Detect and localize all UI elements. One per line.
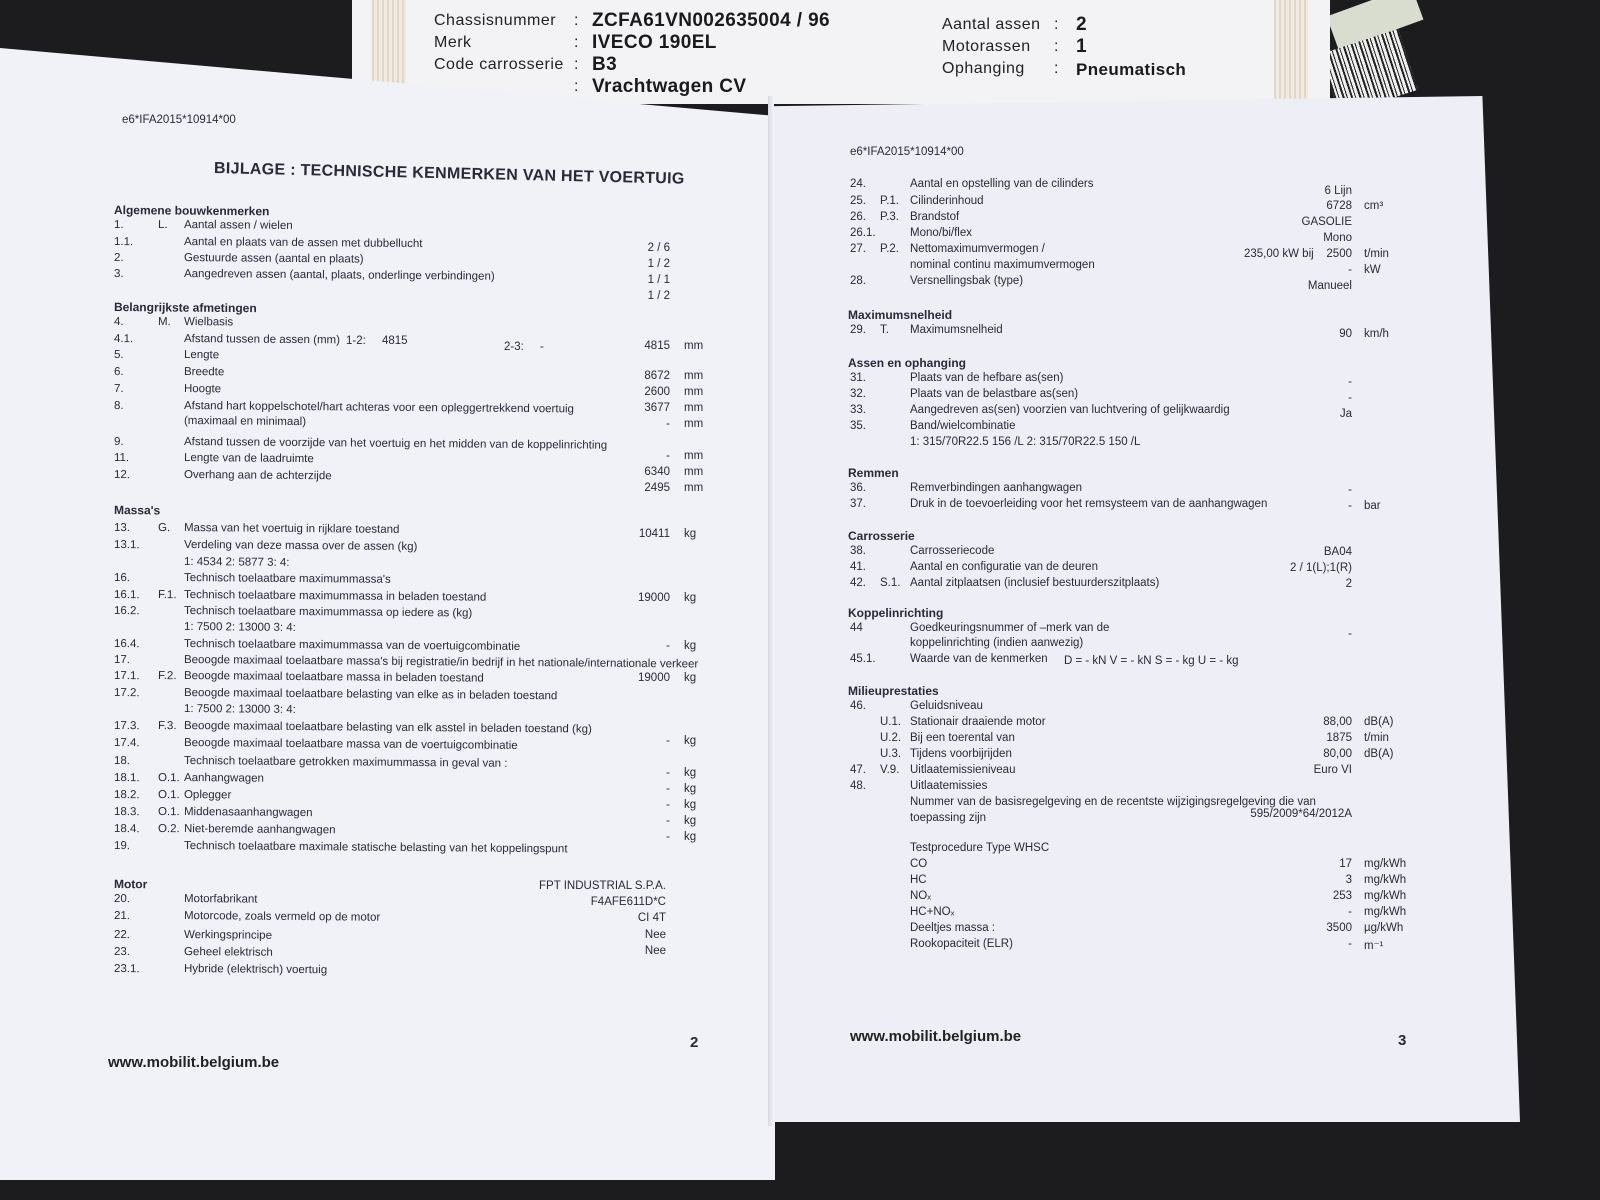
item-label: Motorcode, zoals vermeld op de motor — [183, 910, 381, 924]
item-value: 17 — [1339, 858, 1352, 870]
item-number: 23. — [113, 946, 131, 959]
item-label: Brandstof — [910, 211, 960, 223]
item-value: F4AFE611D*C — [590, 896, 666, 908]
code-carrosserie-label: Code carrosserie — [434, 56, 564, 73]
item-value: Ja — [1339, 408, 1352, 420]
item-unit: mg/kWh — [1364, 874, 1407, 886]
item-value: 253 — [1332, 890, 1352, 902]
item-label: Nettomaximumvermogen / — [910, 243, 1045, 255]
item-label: Breedte — [183, 366, 225, 379]
item-label: Oplegger — [183, 789, 232, 802]
item-value: 6340 — [644, 466, 670, 478]
item-unit: mm — [684, 340, 704, 352]
item-value: 80,00 — [1323, 748, 1352, 760]
item-value: 10411 — [638, 528, 670, 540]
item-label: Maximumsnelheid — [910, 324, 1003, 336]
item-label: HC — [910, 874, 927, 886]
item-code: T. — [880, 324, 889, 336]
separator: : — [1054, 60, 1059, 77]
item-code: M. — [157, 316, 171, 329]
item-value: - — [1348, 938, 1352, 950]
item-number: 38. — [850, 545, 866, 557]
item-code: P.1. — [880, 195, 899, 207]
item-label: Uitlaatemissieniveau — [910, 764, 1016, 776]
motorassen-label: Motorassen — [942, 38, 1031, 55]
item-label: Plaats van de hefbare as(sen) — [910, 372, 1064, 384]
item-number: 46. — [850, 700, 866, 712]
item-code: F.3. — [157, 720, 177, 733]
item-label: Wielbasis — [183, 316, 234, 329]
item-number: 23.1. — [113, 963, 140, 976]
item-code: O.1. — [157, 806, 180, 819]
separator: : — [574, 12, 579, 29]
item-code: O.2. — [157, 823, 180, 836]
item-number: 12. — [113, 469, 131, 482]
item-label: Middenasaanhangwagen — [183, 806, 313, 820]
item-label: Technisch toelaatbare maximummassa's — [183, 572, 391, 586]
item-number: 1. — [113, 219, 124, 232]
item-value: 6 Lijn — [1324, 185, 1352, 197]
item-number: 41. — [850, 561, 866, 573]
item-code: P.2. — [880, 243, 899, 255]
item-number: 21. — [113, 910, 131, 923]
item-label: Gestuurde assen (aantal en plaats) — [183, 252, 364, 266]
item-number: 13.1. — [113, 539, 140, 552]
item-unit: kg — [684, 799, 697, 811]
left-footer-url: www.mobilit.belgium.be — [108, 1054, 280, 1071]
item-label: Band/wielcombinatie — [910, 420, 1016, 432]
ophanging-value: Pneumatisch — [1076, 60, 1187, 79]
item-value: 2500 — [1326, 248, 1352, 260]
item-value: 2 / 1(L);1(R) — [1290, 562, 1352, 574]
item-unit: t/min — [1364, 732, 1389, 744]
page-fold — [768, 96, 774, 1126]
item-value: - — [1348, 500, 1352, 512]
item-value: - — [666, 767, 670, 779]
item-number: 27. — [850, 243, 866, 255]
item-value: GASOLIE — [1301, 216, 1352, 228]
separator: : — [574, 78, 579, 95]
item-number: 18.1. — [113, 772, 140, 785]
item-number: 29. — [850, 324, 866, 336]
item-code: G. — [157, 522, 171, 535]
item-label: 1: 4534 2: 5877 3: 4: — [183, 556, 290, 569]
item-label: Technisch toelaatbare maximale statische belasting van het koppelingspunt — [183, 840, 568, 856]
item-label: (maximaal en minimaal) — [183, 415, 307, 429]
item-value: Nee — [644, 929, 666, 941]
item-value: 3 — [1345, 874, 1352, 886]
section-heading: Carrosserie — [848, 529, 915, 543]
item-value: - — [666, 831, 670, 843]
item-unit: kg — [684, 592, 697, 604]
item-unit: dB(A) — [1364, 748, 1394, 760]
item-number: 8. — [113, 400, 124, 413]
item-label: NOₓ — [910, 890, 932, 902]
item-label: Afstand tussen de voorzijde van het voertuig en het midden van de koppelinrichting — [183, 436, 608, 452]
item-unit: mm — [684, 450, 704, 462]
item-unit: kg — [684, 767, 697, 779]
item-value: BA04 — [1323, 546, 1352, 558]
item-number: 6. — [113, 366, 124, 379]
item-unit: cm³ — [1364, 200, 1384, 212]
item-code: S.1. — [880, 577, 901, 589]
item-label: Aangedreven as(sen) voorzien van luchtvering of gelijkwaardig — [910, 404, 1230, 416]
section-heading: Algemene bouwkenmerken — [113, 203, 270, 219]
item-unit: mm — [684, 370, 704, 382]
item-value: 2495 — [644, 482, 670, 494]
item-value: - — [666, 640, 670, 652]
item-number: 18.4. — [113, 823, 140, 836]
item-label: Technisch toelaatbare maximummassa in beladen toestand — [183, 589, 487, 604]
item-value: - — [666, 735, 670, 747]
item-number: 3. — [113, 268, 124, 281]
item-value: 595/2009*64/2012A — [1250, 808, 1352, 820]
item-number: 25. — [850, 195, 866, 207]
item-value: - — [1348, 484, 1352, 496]
item-value: 1 / 2 — [647, 258, 670, 270]
item-value: 2 — [1345, 578, 1352, 590]
item-label: nominal continu maximumvermogen — [910, 259, 1095, 271]
item-number: 42. — [850, 577, 866, 589]
item-code: V.9. — [880, 764, 900, 776]
item-label: Beoogde maximaal toelaatbare belasting van elke as in beladen toestand — [183, 687, 558, 703]
security-stamp-right — [1274, 0, 1308, 104]
item-value: FPT INDUSTRIAL S.P.A. — [539, 880, 666, 892]
item-number: 18. — [113, 755, 131, 768]
item-label: HC+NOₓ — [910, 906, 955, 918]
item-label: Lengte van de laadruimte — [183, 452, 314, 466]
item-value: 235,00 kW bij — [1244, 248, 1314, 260]
item-value: 90 — [1339, 328, 1352, 340]
item-value: - — [666, 815, 670, 827]
section-heading: Motor — [113, 877, 148, 892]
item-number: 28. — [850, 275, 866, 287]
item-label: Aantal en configuratie van de deuren — [910, 561, 1098, 573]
section-heading: Massa's — [113, 503, 161, 518]
item-value: CI 4T — [637, 912, 666, 924]
item-number: 18.3. — [113, 806, 140, 819]
item-value: Manueel — [1307, 280, 1352, 292]
item-number: 1.1. — [113, 236, 134, 249]
item-number: 16.1. — [113, 589, 140, 602]
item-value: 88,00 — [1323, 716, 1352, 728]
item-number: 18.2. — [113, 789, 140, 802]
item-label: toepassing zijn — [910, 812, 987, 824]
section-heading: Koppelinrichting — [848, 606, 944, 620]
item-label: Goedkeuringsnummer of –merk van de — [910, 622, 1110, 634]
item-label: Verdeling van deze massa over de assen (kg) — [183, 539, 418, 554]
item-value: - — [666, 783, 670, 795]
item-number: 45.1. — [850, 653, 876, 665]
item-value: - — [666, 799, 670, 811]
item-label: Massa van het voertuig in rijklare toestand — [183, 522, 400, 536]
item-label: Stationair draaiende motor — [910, 716, 1046, 728]
item-label: Geluidsniveau — [910, 700, 983, 712]
item-unit: m⁻¹ — [1364, 940, 1384, 952]
item-label: Bij een toerental van — [910, 732, 1015, 744]
item-value: Mono — [1323, 232, 1352, 244]
section-heading: Belangrijkste afmetingen — [113, 300, 257, 316]
axle-label: 2-3: — [504, 341, 524, 353]
item-label: Cilinderinhoud — [910, 195, 984, 207]
item-number: 26.1. — [850, 227, 876, 239]
item-number: 2. — [113, 252, 124, 265]
item-number: 5. — [113, 349, 124, 362]
right-page-ref: e6*IFA2015*10914*00 — [850, 146, 964, 158]
item-value: 1 / 2 — [647, 290, 670, 302]
item-unit: kg — [684, 735, 697, 747]
item-number: 16.4. — [113, 638, 140, 651]
item-unit: mm — [684, 418, 704, 430]
item-number: 17.1. — [113, 670, 140, 683]
item-label: Lengte — [183, 349, 220, 362]
separator: : — [1054, 16, 1059, 33]
item-label: Aantal en opstelling van de cilinders — [910, 178, 1094, 190]
section-heading: Maximumsnelheid — [848, 308, 953, 322]
item-code: L. — [157, 219, 168, 232]
item-value: - — [666, 450, 670, 462]
item-label: Aanhangwagen — [183, 772, 264, 785]
item-unit: mm — [684, 482, 704, 494]
item-number: 9. — [113, 436, 124, 449]
item-number: 7. — [113, 383, 124, 396]
item-value: 19000 — [638, 592, 670, 604]
axle-distance: - — [540, 341, 544, 353]
item-number: 16.2. — [113, 605, 140, 618]
item-label: Plaats van de belastbare as(sen) — [910, 388, 1079, 400]
item-label: Waarde van de kenmerken — [910, 653, 1048, 665]
item-label: Tijdens voorbijrijden — [910, 748, 1012, 760]
item-label: 1: 7500 2: 13000 3: 4: — [183, 703, 296, 716]
item-label: Aangedreven assen (aantal, plaats, onderlinge verbindingen) — [183, 268, 495, 283]
item-value: 3500 — [1326, 922, 1352, 934]
item-label: Aantal zitplaatsen (inclusief bestuurderszitplaats) — [910, 577, 1160, 589]
item-unit: mm — [684, 402, 704, 414]
item-label: Aantal en plaats van de assen met dubbellucht — [183, 236, 423, 251]
registration-certificate — [352, 0, 1330, 104]
item-label: Nummer van de basisregelgeving en de recentste wijzigingsregelgeving die van — [910, 796, 1316, 808]
item-value: 2600 — [644, 386, 670, 398]
item-value: 1875 — [1326, 732, 1352, 744]
item-label: Technisch toelaatbare getrokken maximummassa in geval van : — [183, 755, 508, 770]
item-code: P.3. — [880, 211, 899, 223]
item-value: - — [1348, 906, 1352, 918]
item-number: 44 — [850, 622, 863, 634]
item-value: - — [1348, 392, 1352, 404]
item-value: - — [1348, 376, 1352, 388]
item-unit: mm — [684, 386, 704, 398]
item-label: 1: 7500 2: 13000 3: 4: — [183, 621, 296, 634]
axle-label: 1-2: — [346, 335, 366, 347]
right-page-number: 3 — [1398, 1032, 1407, 1049]
item-number: 13. — [113, 522, 131, 535]
item-unit: mg/kWh — [1364, 858, 1407, 870]
item-value: Euro VI — [1313, 764, 1352, 776]
item-number: 17.2. — [113, 687, 140, 700]
item-value: 1 / 1 — [647, 274, 670, 286]
item-label: Technisch toelaatbare maximummassa van de voertuigcombinatie — [183, 638, 521, 653]
aantal-assen-value: 2 — [1076, 14, 1087, 35]
item-unit: kW — [1364, 264, 1381, 276]
item-code: U.3. — [880, 748, 902, 760]
item-label: Carrosseriecode — [910, 545, 995, 557]
item-label: Motorfabrikant — [183, 893, 258, 906]
right-footer-url: www.mobilit.belgium.be — [850, 1028, 1022, 1045]
item-value: - — [1348, 264, 1352, 276]
item-label: Technisch toelaatbare maximummassa op iedere as (kg) — [183, 605, 473, 620]
item-number: 35. — [850, 420, 866, 432]
item-unit: kg — [684, 528, 697, 540]
merk-label: Merk — [434, 34, 472, 51]
item-value: 8672 — [644, 370, 670, 382]
item-label: koppelinrichting (indien aanwezig) — [910, 637, 1084, 649]
item-unit: mg/kWh — [1364, 906, 1407, 918]
item-number: 19. — [113, 840, 131, 853]
item-value: Nee — [644, 945, 666, 957]
section-heading: Remmen — [848, 466, 899, 480]
item-label: Remverbindingen aanhangwagen — [910, 482, 1082, 494]
item-value: 4815 — [644, 340, 670, 352]
item-label: CO — [910, 858, 928, 870]
item-code: F.2. — [157, 670, 177, 683]
item-number: 48. — [850, 780, 866, 792]
item-number: 11. — [113, 452, 130, 465]
aantal-assen-label: Aantal assen — [942, 16, 1041, 33]
code-carrosserie-value: B3 — [592, 54, 618, 75]
left-page-number: 2 — [690, 1034, 699, 1051]
item-unit: kg — [684, 815, 697, 827]
item-value: 19000 — [638, 672, 670, 684]
axle-distance: 4815 — [382, 335, 408, 347]
item-unit: kg — [684, 640, 697, 652]
item-number: 16. — [113, 572, 131, 585]
chassis-label: Chassisnummer — [434, 12, 557, 29]
item-unit: bar — [1364, 500, 1381, 512]
item-number: 47. — [850, 764, 866, 776]
item-unit: kg — [684, 783, 697, 795]
item-code: U.2. — [880, 732, 902, 744]
item-code: O.1. — [157, 789, 180, 802]
item-number: 4. — [113, 316, 124, 329]
item-label: Werkingsprincipe — [183, 929, 273, 942]
item-number: 31. — [850, 372, 866, 384]
item-number: 33. — [850, 404, 866, 416]
item-label: Niet-beremde aanhangwagen — [183, 823, 336, 837]
item-label: Deeltjes massa : — [910, 922, 996, 934]
item-label: Uitlaatemissies — [910, 780, 988, 792]
item-label: Afstand hart koppelschotel/hart achteras voor een opleggertrekkend voertuig — [183, 400, 575, 416]
item-unit: mm — [684, 466, 704, 478]
item-value: 6728 — [1326, 200, 1352, 212]
item-label: Beoogde maximaal toelaatbare massa van de voertuigcombinatie — [183, 737, 518, 752]
item-unit: km/h — [1364, 328, 1389, 340]
item-label: 1: 315/70R22.5 156 /L 2: 315/70R22.5 150 /L — [910, 436, 1141, 448]
item-value: - — [1348, 628, 1352, 640]
ophanging-label: Ophanging — [942, 60, 1025, 77]
item-label: Afstand tussen de assen (mm) — [183, 333, 341, 347]
item-label: Beoogde maximaal toelaatbare massa in beladen toestand — [183, 670, 484, 685]
item-number: 36. — [850, 482, 866, 494]
item-number: 22. — [113, 929, 131, 942]
item-value: 3677 — [644, 402, 670, 414]
item-number: 32. — [850, 388, 866, 400]
item-unit: kg — [684, 672, 697, 684]
coupling-values: D = - kN V = - kN S = - kg U = - kg — [1064, 655, 1239, 667]
left-page-ref: e6*IFA2015*10914*00 — [122, 114, 236, 126]
item-number: 24. — [850, 178, 866, 190]
section-heading: Milieuprestaties — [848, 684, 939, 698]
item-number: 17. — [113, 654, 131, 667]
motorassen-value: 1 — [1076, 36, 1087, 57]
item-value: - — [666, 418, 670, 430]
item-label: Mono/bi/flex — [910, 227, 973, 239]
left-page-title: BIJLAGE : TECHNISCHE KENMERKEN VAN HET VOERTUIG — [213, 160, 685, 188]
item-code: F.1. — [157, 589, 177, 602]
item-number: 17.4. — [113, 737, 140, 750]
item-code: U.1. — [880, 716, 902, 728]
body-type-value: Vrachtwagen CV — [592, 76, 747, 97]
item-unit: dB(A) — [1364, 716, 1394, 728]
separator: : — [574, 56, 579, 73]
item-number: 20. — [113, 893, 131, 906]
item-unit: µg/kWh — [1364, 922, 1404, 934]
item-label: Geheel elektrisch — [183, 946, 273, 959]
item-label: Beoogde maximaal toelaatbare belasting van elk asstel in beladen toestand (kg) — [183, 720, 592, 736]
section-heading: Assen en ophanging — [848, 356, 967, 370]
item-number: 4.1. — [113, 333, 134, 346]
item-label: Hybride (elektrisch) voertuig — [183, 963, 328, 977]
merk-value: IVECO 190EL — [592, 32, 717, 53]
item-unit: t/min — [1364, 248, 1389, 260]
item-label: Beoogde maximaal toelaatbare massa's bij registratie/in bedrijf in het nationale/internationale verkeer — [183, 654, 699, 671]
item-label: Hoogte — [183, 383, 222, 396]
chassis-value: ZCFA61VN002635004 / 96 — [592, 10, 831, 31]
item-label: Rookopaciteit (ELR) — [910, 938, 1013, 950]
item-unit: mg/kWh — [1364, 890, 1407, 902]
item-number: 26. — [850, 211, 866, 223]
item-number: 37. — [850, 498, 866, 510]
item-value: 2 / 6 — [647, 242, 670, 254]
item-label: Druk in de toevoerleiding voor het remsysteem van de aanhangwagen — [910, 498, 1268, 510]
item-code: O.1. — [157, 772, 180, 785]
item-unit: kg — [684, 831, 697, 843]
item-number: 17.3. — [113, 720, 140, 733]
item-label: Versnellingsbak (type) — [910, 275, 1024, 287]
item-label: Testprocedure Type WHSC — [910, 842, 1050, 854]
item-label: Aantal assen / wielen — [183, 219, 293, 232]
separator: : — [1054, 38, 1059, 55]
item-label: Overhang aan de achterzijde — [183, 469, 332, 483]
separator: : — [574, 34, 579, 51]
